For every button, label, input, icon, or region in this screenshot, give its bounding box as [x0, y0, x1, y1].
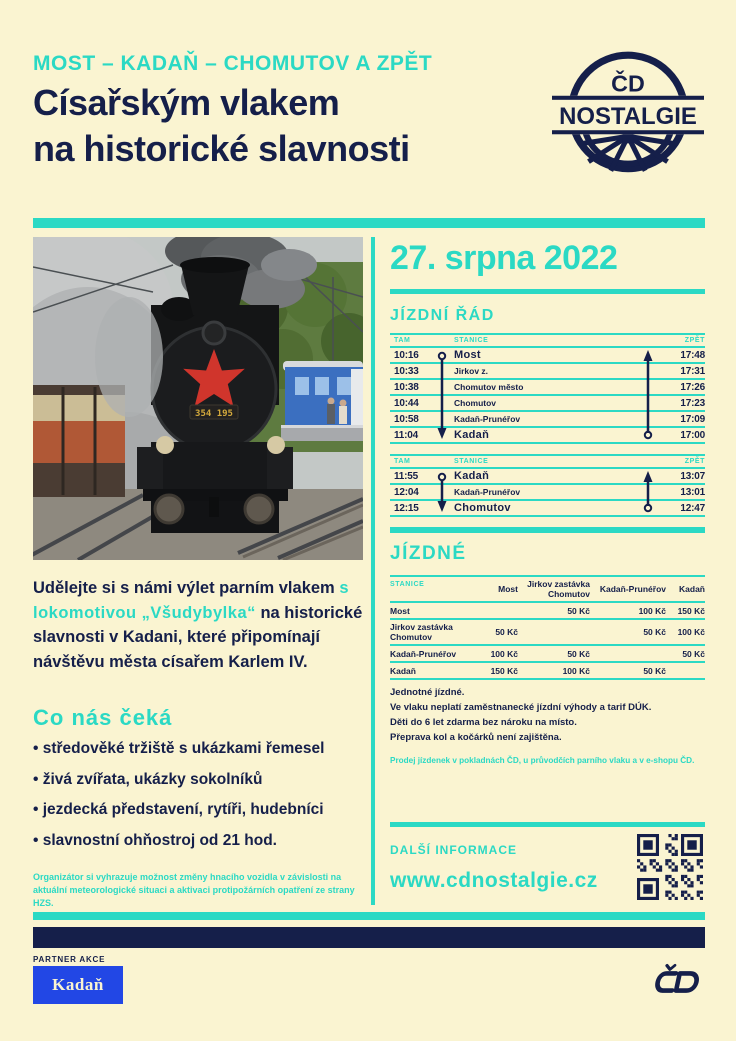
- fare-notes: [390, 685, 705, 745]
- qr-code-icon: [637, 834, 703, 900]
- date-underline: [390, 289, 705, 294]
- ticket-sales-note: Prodej jízdenek v pokladnách ČD, u průvodčích parního vlaku a v e-shopu ČD.: [390, 756, 695, 765]
- logo-nostalgie-text: NOSTALGIE: [559, 103, 697, 131]
- fares-heading: JÍZDNÉ: [390, 543, 467, 564]
- table-row: Kadaň-Prunéřov 100 Kč 50 Kč 50 Kč: [390, 646, 705, 663]
- footer-teal-bar: [33, 912, 705, 920]
- route-subtitle: MOST – KADAŇ – CHOMUTOV A ZPĚT: [33, 52, 433, 75]
- note-line: Jednotné jízdné.: [390, 687, 465, 698]
- note-line: Přeprava kol a kočárků není zajištěna.: [390, 732, 562, 743]
- fare-table: [390, 575, 705, 680]
- partner-label: PARTNER AKCE: [33, 955, 106, 964]
- list-item: • středověké tržiště s ukázkami řemesel: [33, 740, 371, 758]
- list-item: • slavnostní ohňostroj od 21 hod.: [33, 832, 371, 850]
- info-divider: [390, 822, 705, 827]
- header-divider-bar: [33, 218, 705, 228]
- note-line: Děti do 6 let zdarma bez nároku na místo.: [390, 717, 577, 728]
- table-row: 10:44 Chomutov 17:23: [390, 396, 705, 412]
- program-list: [33, 740, 371, 862]
- timetable-return: [390, 454, 705, 517]
- event-date: 27. srpna 2022: [390, 239, 618, 277]
- logo-cd-text: ČD: [611, 70, 645, 97]
- table-row: Jirkov zastávka Chomutov 50 Kč 50 Kč 100 Kč: [390, 620, 705, 646]
- footer-navy-bar: [33, 927, 705, 948]
- list-item: • jezdecká představení, rytíři, hudebníci: [33, 801, 371, 819]
- table-row: 10:58 Kadaň-Prunéřov 17:09: [390, 412, 705, 428]
- timetable-heading: JÍZDNÍ ŘÁD: [390, 307, 495, 324]
- note-line: Ve vlaku neplatí zaměstnanecké jízdní výhody a tarif DÚK.: [390, 702, 652, 713]
- col-zpet: ZPĚT: [684, 337, 705, 344]
- table-row: 10:16 Most 17:48: [390, 348, 705, 364]
- column-divider: [371, 237, 375, 905]
- col-stanice: STANICE: [454, 337, 489, 344]
- timetable-header-row: TAM STANICE ZPĚT: [390, 456, 705, 469]
- table-row: 11:04 Kadaň 17:00: [390, 428, 705, 444]
- timetable-header-row: [390, 335, 705, 348]
- cd-logo: [638, 956, 704, 1000]
- col-tam: TAM: [394, 337, 411, 344]
- program-heading: Co nás čeká: [33, 705, 173, 730]
- table-row: Most 50 Kč 100 Kč 150 Kč: [390, 603, 705, 620]
- timetable-outbound: [390, 333, 705, 444]
- locomotive-photo: [33, 237, 363, 560]
- table-row: 10:33 Jirkov z. 17:31: [390, 364, 705, 380]
- table-row: 12:04 Kadaň-Prunéřov 13:01: [390, 485, 705, 501]
- disclaimer-text: Organizátor si vyhrazuje možnost změny hnacího vozidla v závislosti na aktuální meteorologické situaci a aktivaci protipožárních opatření ze strany HZS.: [33, 872, 355, 908]
- kadan-logo-text: Kadaň: [52, 975, 104, 994]
- intro-line-3: na historické slavnosti v Kadani, které připomínají návštěvu města císařem Karlem IV.: [33, 603, 363, 671]
- intro-text: [33, 576, 371, 674]
- section-divider-bar: [390, 527, 705, 533]
- kadan-logo: [33, 966, 123, 1004]
- table-row: 10:38 Chomutov město 17:26: [390, 380, 705, 396]
- poster-title: [33, 80, 410, 172]
- table-row: Kadaň 150 Kč 100 Kč 50 Kč: [390, 663, 705, 680]
- right-column: [390, 237, 705, 905]
- loco-number-plate: 354 195: [195, 409, 233, 419]
- list-item: • živá zvířata, ukázky sokolníků: [33, 771, 371, 789]
- title-line-1: Císařským vlakem: [33, 82, 340, 123]
- website-link[interactable]: www.cdnostalgie.cz: [390, 869, 598, 892]
- intro-line-1: Udělejte si s námi výlet parním vlakem: [33, 579, 335, 597]
- intro-line-2: s lokomotivou „Všudybylka“: [33, 579, 350, 622]
- table-row: 12:15 Chomutov 12:47: [390, 501, 705, 517]
- more-info-heading: DALŠÍ INFORMACE: [390, 843, 517, 857]
- title-line-2: na historické slavnosti: [33, 128, 410, 169]
- table-row: 11:55 Kadaň 13:07: [390, 469, 705, 485]
- fare-header-row: STANICE Most Jirkov zastávka Chomutov Kadaň-Prunéřov Kadaň: [390, 577, 705, 603]
- cd-nostalgie-logo: [552, 38, 704, 190]
